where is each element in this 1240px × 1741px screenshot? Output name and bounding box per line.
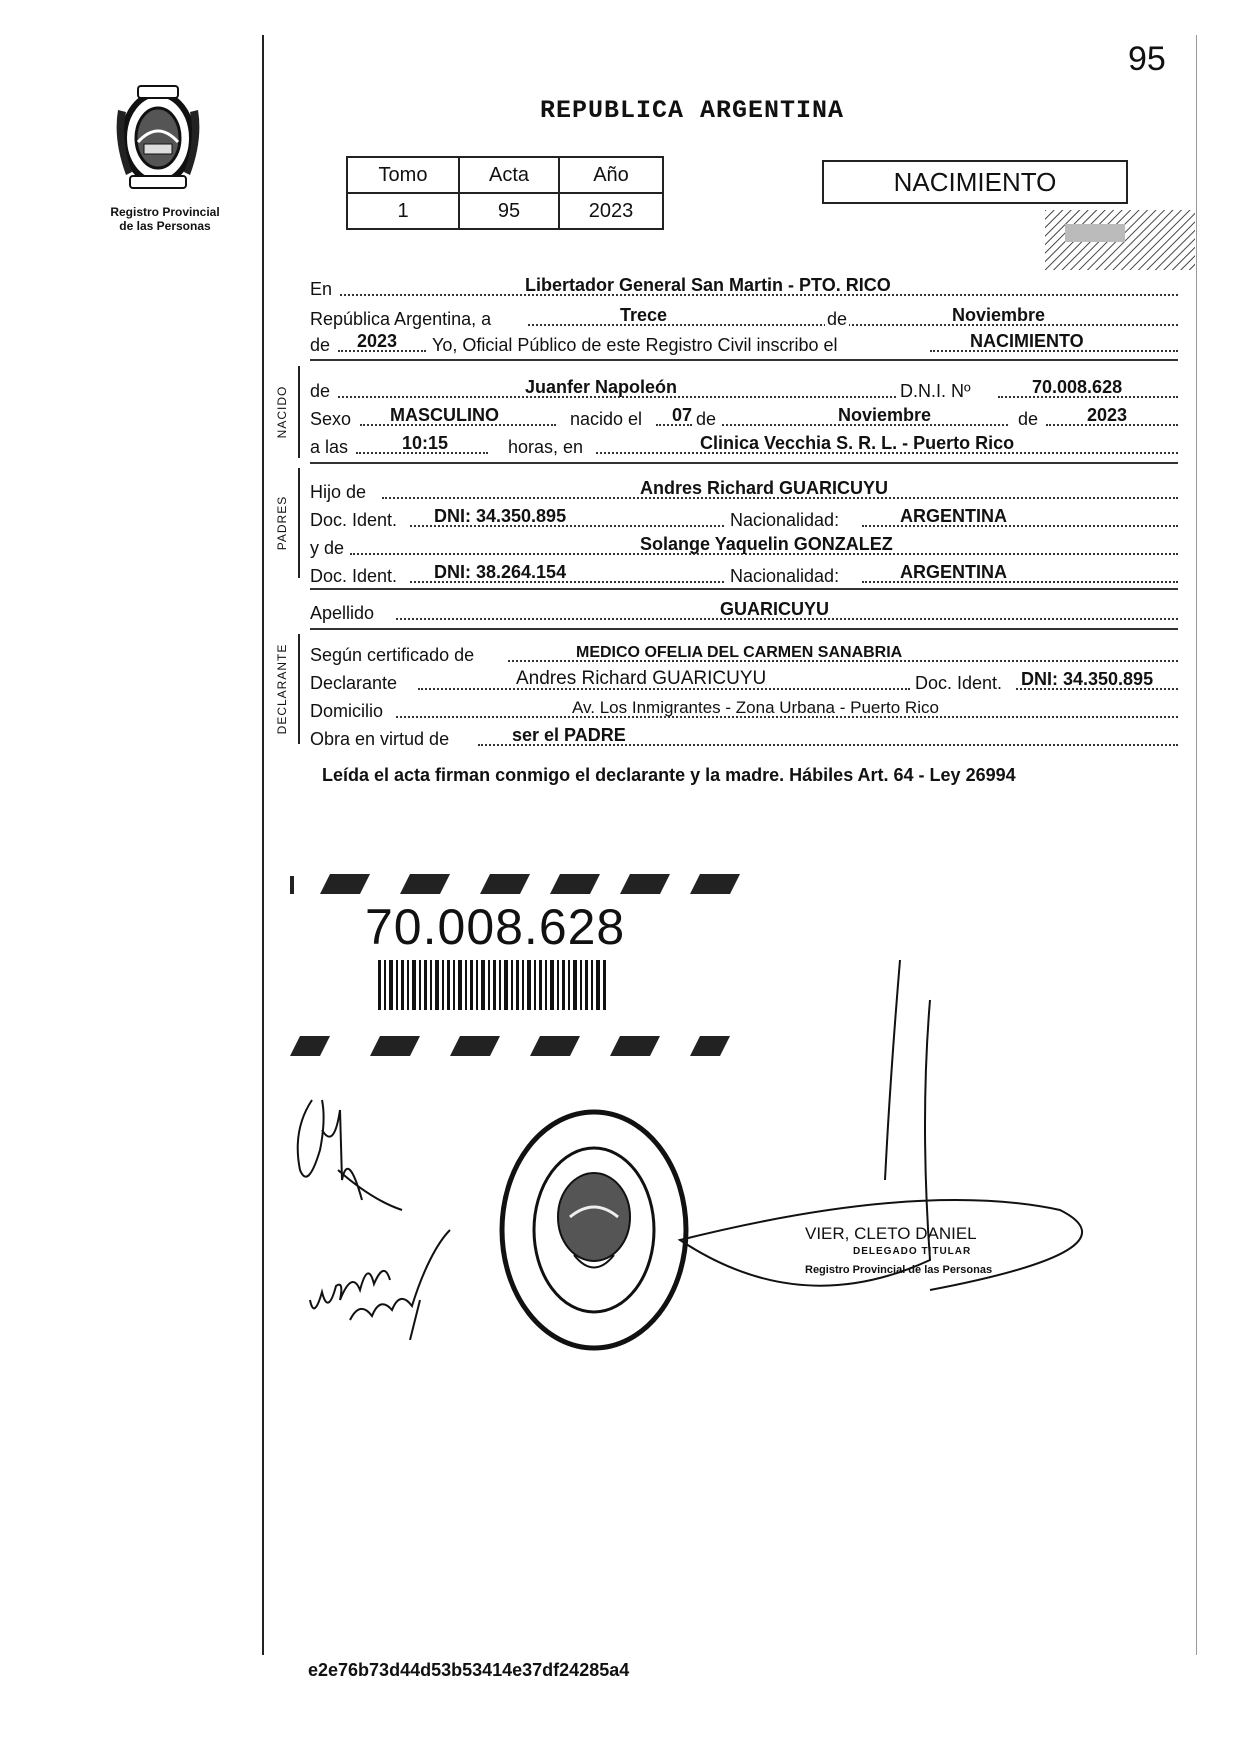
certificado-label: Según certificado de <box>310 645 475 665</box>
republica-label: República Argentina, a <box>310 309 492 329</box>
dni-label: D.N.I. Nº <box>900 381 971 401</box>
row-declarante <box>310 668 1178 694</box>
domicilio-label: Domicilio <box>310 701 384 721</box>
nacionalidad-label: Nacionalidad: <box>730 566 840 586</box>
row-domicilio <box>310 696 1178 722</box>
side-label-declarante: DECLARANTE <box>275 643 289 735</box>
logo-caption-line-1: Registro Provincial <box>110 205 220 219</box>
row-hora <box>310 432 1178 458</box>
document-hash: e2e76b73d44d53b53414e37df24285a4 <box>308 1660 630 1680</box>
page-number: 95 <box>1128 40 1166 78</box>
de-label-2: de <box>1018 409 1039 429</box>
birth-day-value: 07 <box>672 405 693 425</box>
padres-bracket <box>298 468 300 578</box>
father-name-value: Andres Richard GUARICUYU <box>640 478 889 498</box>
day-value: Trece <box>620 305 668 325</box>
row-certificado <box>310 640 1178 666</box>
officer-signature <box>282 1090 432 1220</box>
mother-nationality-value: ARGENTINA <box>900 562 1007 582</box>
registry-table <box>346 156 664 230</box>
acta-header: Acta <box>459 157 559 193</box>
section-divider <box>310 628 1178 630</box>
row-sexo <box>310 404 1178 430</box>
apellido-value: GUARICUYU <box>720 599 830 619</box>
row-officer <box>310 330 1178 356</box>
row-republica <box>310 304 1178 330</box>
declarante-doc-value: DNI: 34.350.895 <box>1021 669 1154 689</box>
row-obra <box>310 724 1178 750</box>
section-divider <box>310 359 1178 361</box>
birth-month-value: Noviembre <box>838 405 932 425</box>
de-label: de <box>310 381 331 401</box>
official-name: VIER, CLETO DANIEL <box>805 1224 977 1243</box>
place-value: Libertador General San Martin - PTO. RICO <box>525 275 891 295</box>
doc-ident-label: Doc. Ident. <box>310 566 398 586</box>
father-nationality-value: ARGENTINA <box>900 506 1007 526</box>
declarante-bracket <box>298 634 300 744</box>
sexo-value: MASCULINO <box>390 405 499 425</box>
nacionalidad-label: Nacionalidad: <box>730 510 840 530</box>
row-father-doc <box>310 505 1178 531</box>
row-mother-doc <box>310 561 1178 587</box>
y-de-label: y de <box>310 538 345 558</box>
side-label-nacido: NACIDO <box>275 385 289 439</box>
anio-header: Año <box>559 157 663 193</box>
horas-label: horas, en <box>508 437 584 457</box>
row-apellido <box>310 598 1178 624</box>
child-name-value: Juanfer Napoleón <box>525 377 678 397</box>
en-label: En <box>310 279 333 299</box>
tomo-header: Tomo <box>347 157 459 193</box>
left-margin-line <box>262 35 264 1655</box>
child-dni-value: 70.008.628 <box>1032 377 1123 397</box>
logo-caption <box>90 205 240 233</box>
declarante-name-value: Andres Richard GUARICUYU <box>516 668 767 689</box>
official-role: DELEGADO TITULAR <box>853 1246 972 1257</box>
father-doc-value: DNI: 34.350.895 <box>434 506 567 526</box>
acta-value: 95 <box>459 193 559 229</box>
time-value: 10:15 <box>402 433 449 453</box>
provincial-coat-of-arms-logo <box>108 80 208 192</box>
domicilio-value: Av. Los Inmigrantes - Zona Urbana - Puerto Rico <box>572 698 939 717</box>
official-registry: Registro Provincial de las Personas <box>805 1264 993 1276</box>
birth-place-value: Clinica Vecchia S. R. L. - Puerto Rico <box>700 433 1015 453</box>
de-label-2: de <box>310 335 331 355</box>
row-hijo-de <box>310 477 1178 503</box>
security-hologram-stamp <box>1045 210 1195 270</box>
section-divider <box>310 462 1178 464</box>
apellido-label: Apellido <box>310 603 375 623</box>
right-margin-line <box>1196 35 1197 1655</box>
mother-name-value: Solange Yaquelin GONZALEZ <box>640 534 893 554</box>
a-las-label: a las <box>310 437 349 457</box>
country-title: REPUBLICA ARGENTINA <box>540 96 845 125</box>
hijo-de-label: Hijo de <box>310 482 367 502</box>
mother-doc-value: DNI: 38.264.154 <box>434 562 567 582</box>
official-stamp-text <box>805 1225 992 1279</box>
obra-label: Obra en virtud de <box>310 729 450 749</box>
security-pattern-top <box>290 870 740 898</box>
tomo-value: 1 <box>347 193 459 229</box>
declarante-label: Declarante <box>310 673 398 693</box>
year-value: 2023 <box>357 331 398 351</box>
officer-text: Yo, Oficial Público de este Registro Civil inscribo el <box>432 335 838 355</box>
security-label-number: 70.008.628 <box>365 899 626 955</box>
month-value: Noviembre <box>952 305 1046 325</box>
de-label: de <box>696 409 717 429</box>
section-divider <box>310 588 1178 590</box>
side-label-padres: PADRES <box>275 495 289 551</box>
anio-value: 2023 <box>559 193 663 229</box>
birth-year-value: 2023 <box>1087 405 1128 425</box>
de-label: de <box>827 309 848 329</box>
barcode <box>378 960 606 1010</box>
nacido-bracket <box>298 366 300 458</box>
row-y-de <box>310 533 1178 559</box>
doc-ident-label: Doc. Ident. <box>915 673 1003 693</box>
closing-statement: Leída el acta firman conmigo el declarante y la madre. Hábiles Art. 64 - Ley 26994 <box>322 765 1016 785</box>
declarant-signature <box>300 1220 500 1340</box>
doc-ident-label: Doc. Ident. <box>310 510 398 530</box>
certificate-type-box: NACIMIENTO <box>822 160 1128 204</box>
sexo-label: Sexo <box>310 409 352 429</box>
certificado-value: MEDICO OFELIA DEL CARMEN SANABRIA <box>576 644 903 661</box>
event-value: NACIMIENTO <box>970 331 1084 351</box>
nacido-el-label: nacido el <box>570 409 643 429</box>
logo-caption-line-2: de las Personas <box>119 219 211 233</box>
row-en <box>310 274 1178 300</box>
row-nacido-name <box>310 376 1178 402</box>
obra-value: ser el PADRE <box>512 725 626 745</box>
